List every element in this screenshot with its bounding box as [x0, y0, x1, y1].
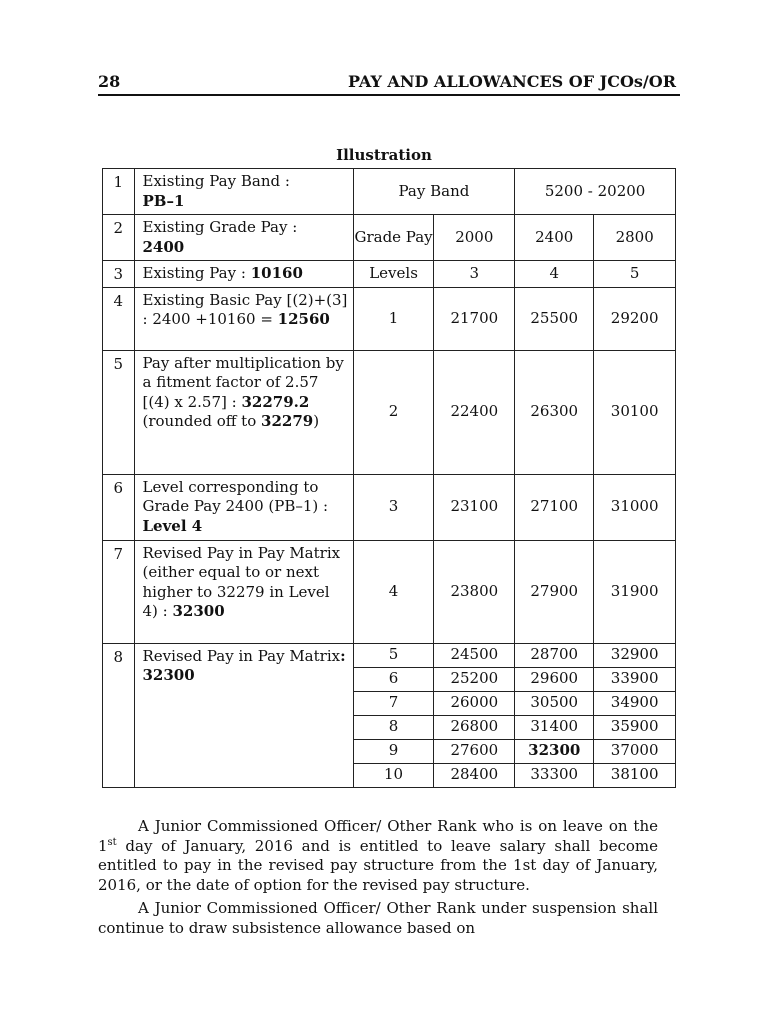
- level-header-cell: 3: [434, 261, 515, 288]
- matrix-cell: 33900: [594, 667, 676, 691]
- table-row: [103, 287, 676, 350]
- table-row: [103, 169, 676, 215]
- table-row: [103, 643, 676, 667]
- table-row: [103, 474, 676, 540]
- matrix-cell: 26300: [515, 350, 594, 474]
- grade-pay-cell: 2000: [434, 215, 515, 261]
- matrix-cell: 27600: [434, 739, 515, 763]
- row-description: Existing Basic Pay [(2)+(3] : 2400 +10160 = 12560: [134, 287, 353, 350]
- matrix-cell-highlight: 32300: [515, 739, 594, 763]
- table-row: [103, 540, 676, 643]
- row-description: Existing Grade Pay : 2400: [134, 215, 353, 261]
- row-description: Pay after multiplication by a fitment factor of 2.57 [(4) x 2.57] : 32279.2 (rounded off to 32279): [134, 350, 353, 474]
- level-header-cell: 4: [515, 261, 594, 288]
- matrix-cell: 26800: [434, 715, 515, 739]
- matrix-level: 4: [353, 540, 434, 643]
- paragraph-leave: A Junior Commissioned Officer/ Other Rank who is on leave on the 1st day of January, 2016 and is entitled to leave salary shall become entitled to pay in the revised pay structure from the 1st day of January, 2016, or the date of option for the revised pay structure.: [98, 817, 658, 894]
- row-description: Revised Pay in Pay Matrix (either equal to or next higher to 32279 in Level 4) : 32300: [134, 540, 353, 643]
- row-number: 6: [103, 474, 135, 540]
- illustration-table: [102, 168, 676, 788]
- table-row: [103, 215, 676, 261]
- matrix-cell: 37000: [594, 739, 676, 763]
- matrix-cell: 23800: [434, 540, 515, 643]
- matrix-cell: 29600: [515, 667, 594, 691]
- matrix-cell: 21700: [434, 287, 515, 350]
- matrix-cell: 27100: [515, 474, 594, 540]
- running-title: PAY AND ALLOWANCES OF JCOs/OR: [347, 72, 676, 91]
- table-caption: Illustration: [336, 146, 432, 164]
- matrix-cell: 30100: [594, 350, 676, 474]
- row-description: Revised Pay in Pay Matrix: 32300: [134, 643, 353, 787]
- row-description: Existing Pay Band : PB–1: [134, 169, 353, 215]
- row-number: 3: [103, 261, 135, 288]
- matrix-cell: 23100: [434, 474, 515, 540]
- matrix-cell: 31400: [515, 715, 594, 739]
- matrix-level: 6: [353, 667, 434, 691]
- matrix-cell: 28700: [515, 643, 594, 667]
- matrix-cell: 25200: [434, 667, 515, 691]
- matrix-cell: 29200: [594, 287, 676, 350]
- matrix-cell: 28400: [434, 763, 515, 787]
- matrix-cell: 34900: [594, 691, 676, 715]
- matrix-cell: 31900: [594, 540, 676, 643]
- row-number: 4: [103, 287, 135, 350]
- matrix-cell: 25500: [515, 287, 594, 350]
- pay-band-label: Pay Band: [353, 169, 515, 215]
- row-number: 7: [103, 540, 135, 643]
- row-number: 5: [103, 350, 135, 474]
- pay-band-value: 5200 - 20200: [515, 169, 676, 215]
- matrix-cell: 24500: [434, 643, 515, 667]
- grade-pay-cell: 2400: [515, 215, 594, 261]
- row-description: Level corresponding to Grade Pay 2400 (PB–1) : Level 4: [134, 474, 353, 540]
- grade-pay-cell: 2800: [594, 215, 676, 261]
- matrix-level: 9: [353, 739, 434, 763]
- matrix-level: 3: [353, 474, 434, 540]
- table-row: [103, 350, 676, 474]
- matrix-cell: 33300: [515, 763, 594, 787]
- paragraph-suspension: A Junior Commissioned Officer/ Other Rank under suspension shall continue to draw subsistence allowance based on: [98, 899, 658, 937]
- row-description: Existing Pay : 10160: [134, 261, 353, 288]
- matrix-level: 7: [353, 691, 434, 715]
- matrix-cell: 26000: [434, 691, 515, 715]
- page-header: [98, 72, 680, 96]
- matrix-cell: 35900: [594, 715, 676, 739]
- row-number: 8: [103, 643, 135, 787]
- matrix-cell: 38100: [594, 763, 676, 787]
- matrix-cell: 22400: [434, 350, 515, 474]
- matrix-cell: 31000: [594, 474, 676, 540]
- table-row: [103, 261, 676, 288]
- matrix-level: 10: [353, 763, 434, 787]
- matrix-cell: 27900: [515, 540, 594, 643]
- row-number: 1: [103, 169, 135, 215]
- page-number: 28: [98, 72, 121, 91]
- level-header-cell: 5: [594, 261, 676, 288]
- matrix-level: 8: [353, 715, 434, 739]
- matrix-level: 2: [353, 350, 434, 474]
- matrix-cell: 32900: [594, 643, 676, 667]
- matrix-level: 1: [353, 287, 434, 350]
- levels-label: Levels: [353, 261, 434, 288]
- matrix-cell: 30500: [515, 691, 594, 715]
- row-number: 2: [103, 215, 135, 261]
- grade-pay-label: Grade Pay: [353, 215, 434, 261]
- matrix-level: 5: [353, 643, 434, 667]
